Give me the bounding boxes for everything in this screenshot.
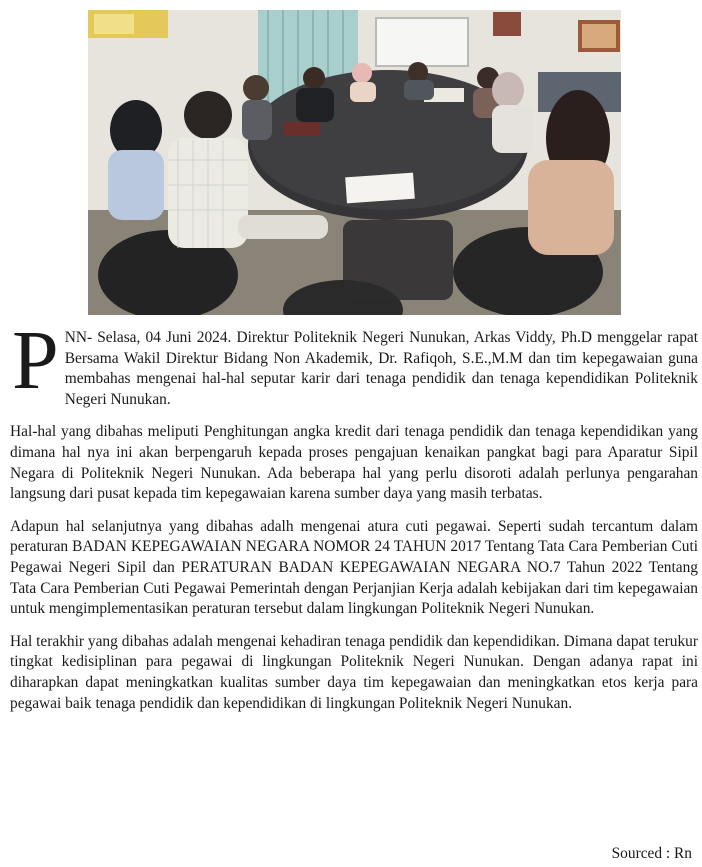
article-paragraph-1 (10, 314, 698, 410)
article-paragraph-3: Adapun hal selanjutnya yang dibahas adalh mengenai atura cuti pegawai. Seperti sudah tercantum dalam peraturan BADAN KEPEGAWAIAN NEGARA NOMOR 24 TAHUN 2017 Tentang Tata Cara Pemberian Cuti Pegawai Negeri Sipil dan PERATURAN BADAN KEPEGAWAIAN NEGARA NO.7 Tahun 2022 Tentang Tata Cara Pemberian Cuti Pegawai Pemerintah dengan Perjanjian Kerja adalah kebijakan dari tim kepegawaian untuk mengimplementasikan peraturan tersebut dalam lingkungan Politeknik Negeri Nunukan. (10, 517, 698, 618)
article-paragraph-2: Hal-hal yang dibahas meliputi Penghitungan angka kredit dari tenaga pendidik dan tenaga kependidikan yang dimana hal nya ini akan berpengaruh kepada proses pengajuan kenaikan pangkat bagi para Aparatur Sipil Negara di Politeknik Negeri Nunukan. Ada beberapa hal yang perlu disoroti adalah perlunya pengarahan langsung dari pusat kepada tim kepegawaian karena sumber daya yang masih terbatas. (10, 423, 698, 503)
meeting-illustration (88, 10, 621, 315)
source-credit: Sourced : Rn (611, 845, 692, 862)
meeting-photo (88, 10, 621, 315)
article-paragraph-4: Hal terakhir yang dibahas adalah mengenai kehadiran tenaga pendidik dan kependidikan. Dimana dapat terukur tingkat kedisiplinan para pegawai di lingkungan Politeknik Negeri Nunukan. Dengan adanya rapat ini diharapkan dapat meningkatkan kualitas sumber daya tim kepegawaian dan meningkatkan etos kerja para pegawai baik tenaga pendidik dan kependidikan di lingkungan Politeknik Negeri Nunukan. (10, 632, 698, 712)
article-body (10, 314, 698, 726)
dropcap-letter: P (12, 314, 59, 407)
paragraph-1-text: NN- Selasa, 04 Juni 2024. Direktur Politeknik Negeri Nunukan, Arkas Viddy, Ph.D menggelar rapat Bersama Wakil Direktur Bidang Non Akademik, Dr. Rafiqoh, S.E.,M.M dan tim kepegawaian guna membahas mengenai hal-hal seputar karir dari tenaga pendidik dan tenaga kependidikan Politeknik Negeri Nunukan. (64, 329, 698, 408)
